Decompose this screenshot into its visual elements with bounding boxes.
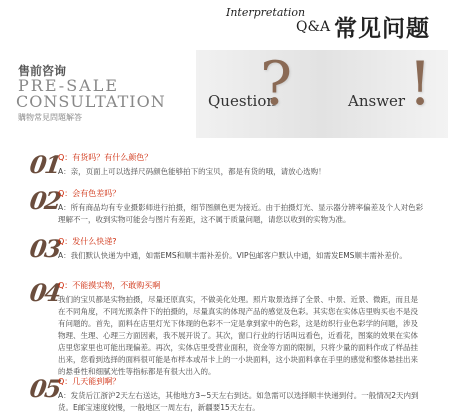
answer-label: Answer [348, 92, 406, 110]
faq-question: Q：有货吗？有什么颜色？ [58, 153, 153, 162]
question-mark-icon: ? [260, 49, 293, 119]
page-title: 常见问题 [334, 15, 430, 42]
faq-number: 04 [27, 278, 62, 307]
presale-subtitle: 購物常見問題解答 [18, 113, 82, 122]
presale-title-cn: 售前咨询 [18, 64, 67, 78]
faq-question: Q：会有色差吗？ [58, 189, 121, 198]
header-qa: Q&A [296, 19, 331, 35]
faq-number: 05 [27, 374, 62, 403]
faq-answer: A：所有商品均有专业摄影师进行拍摄，细节图颜色更为接近。由于拍摄灯光、显示器分辨率偏差及个人对色彩理解不一，收到实物可能会与图片有差距，这不属于质量问题，请您以收到的实物为准。 [58, 203, 424, 224]
faq-number: 02 [27, 186, 62, 215]
question-label: Question [208, 92, 277, 110]
faq-number: 01 [27, 150, 62, 179]
exclamation-mark-icon: ! [408, 49, 433, 119]
faq-answer: 我们的宝贝都是实物拍摄，尽量还原真实，不做美化处理。照片取景选择了全景、中景、近景、微距，而且是在不同角度，不同光照条件下的拍摄的，尽量真实的体现产品的感觉及色彩。其实您在实体店里购买也不是没有问题的。首先，面料在店里灯光下体现的色彩不一定是拿到家中的色彩，这是纺织行业色彩学的问题，涉及物理、生理、心理三方面因素，我不展开说了。其次，窗口行业的行话叫远看色，近看花，图案的效果在实体店里您家里也可能出现偏差。再次，实体店里受营业面积，资金等方面的限制，只将少量的面料作成了样品挂出来，您看到选择的面料很可能是布样本或吊卡上的一小块面料，这小块面料拿在手里的感觉和整体悬挂出来的悬垂性和细腻光性等指标都是有很大出入的。 [58, 295, 418, 376]
presale-title-en-line2: CONSULTATION [16, 92, 166, 111]
presale-title-en-line1: PRE-SALE [18, 76, 120, 95]
faq-question: Q：不能摸实物，不敢购买啊 [58, 281, 161, 290]
faq-number: 03 [27, 234, 62, 263]
qa-card [196, 50, 448, 138]
faq-question: Q：发什么快递? [58, 237, 117, 246]
faq-answer: A：亲，页面上可以选择尺码颜色能够拍下的宝贝，都是有货的哦，请放心选购！ [58, 167, 326, 176]
faq-answer: A：我们默认快递为中通，如需EMS和顺丰需补差价。VIP包邮客户默认中通，如需发EMS顺丰需补差价。 [58, 251, 407, 260]
faq-answer: A：发货后江浙沪2天左右送达，其他地方3~5天左右到达。如急需可以选择顺丰快递到付。一般情况2天内到货。E邮宝速度较慢，一般地区一周左右，新疆要15天左右。 [58, 391, 419, 412]
header-interpretation: Interpretation [226, 6, 306, 19]
faq-question: Q：几天能到啊？ [58, 377, 121, 386]
